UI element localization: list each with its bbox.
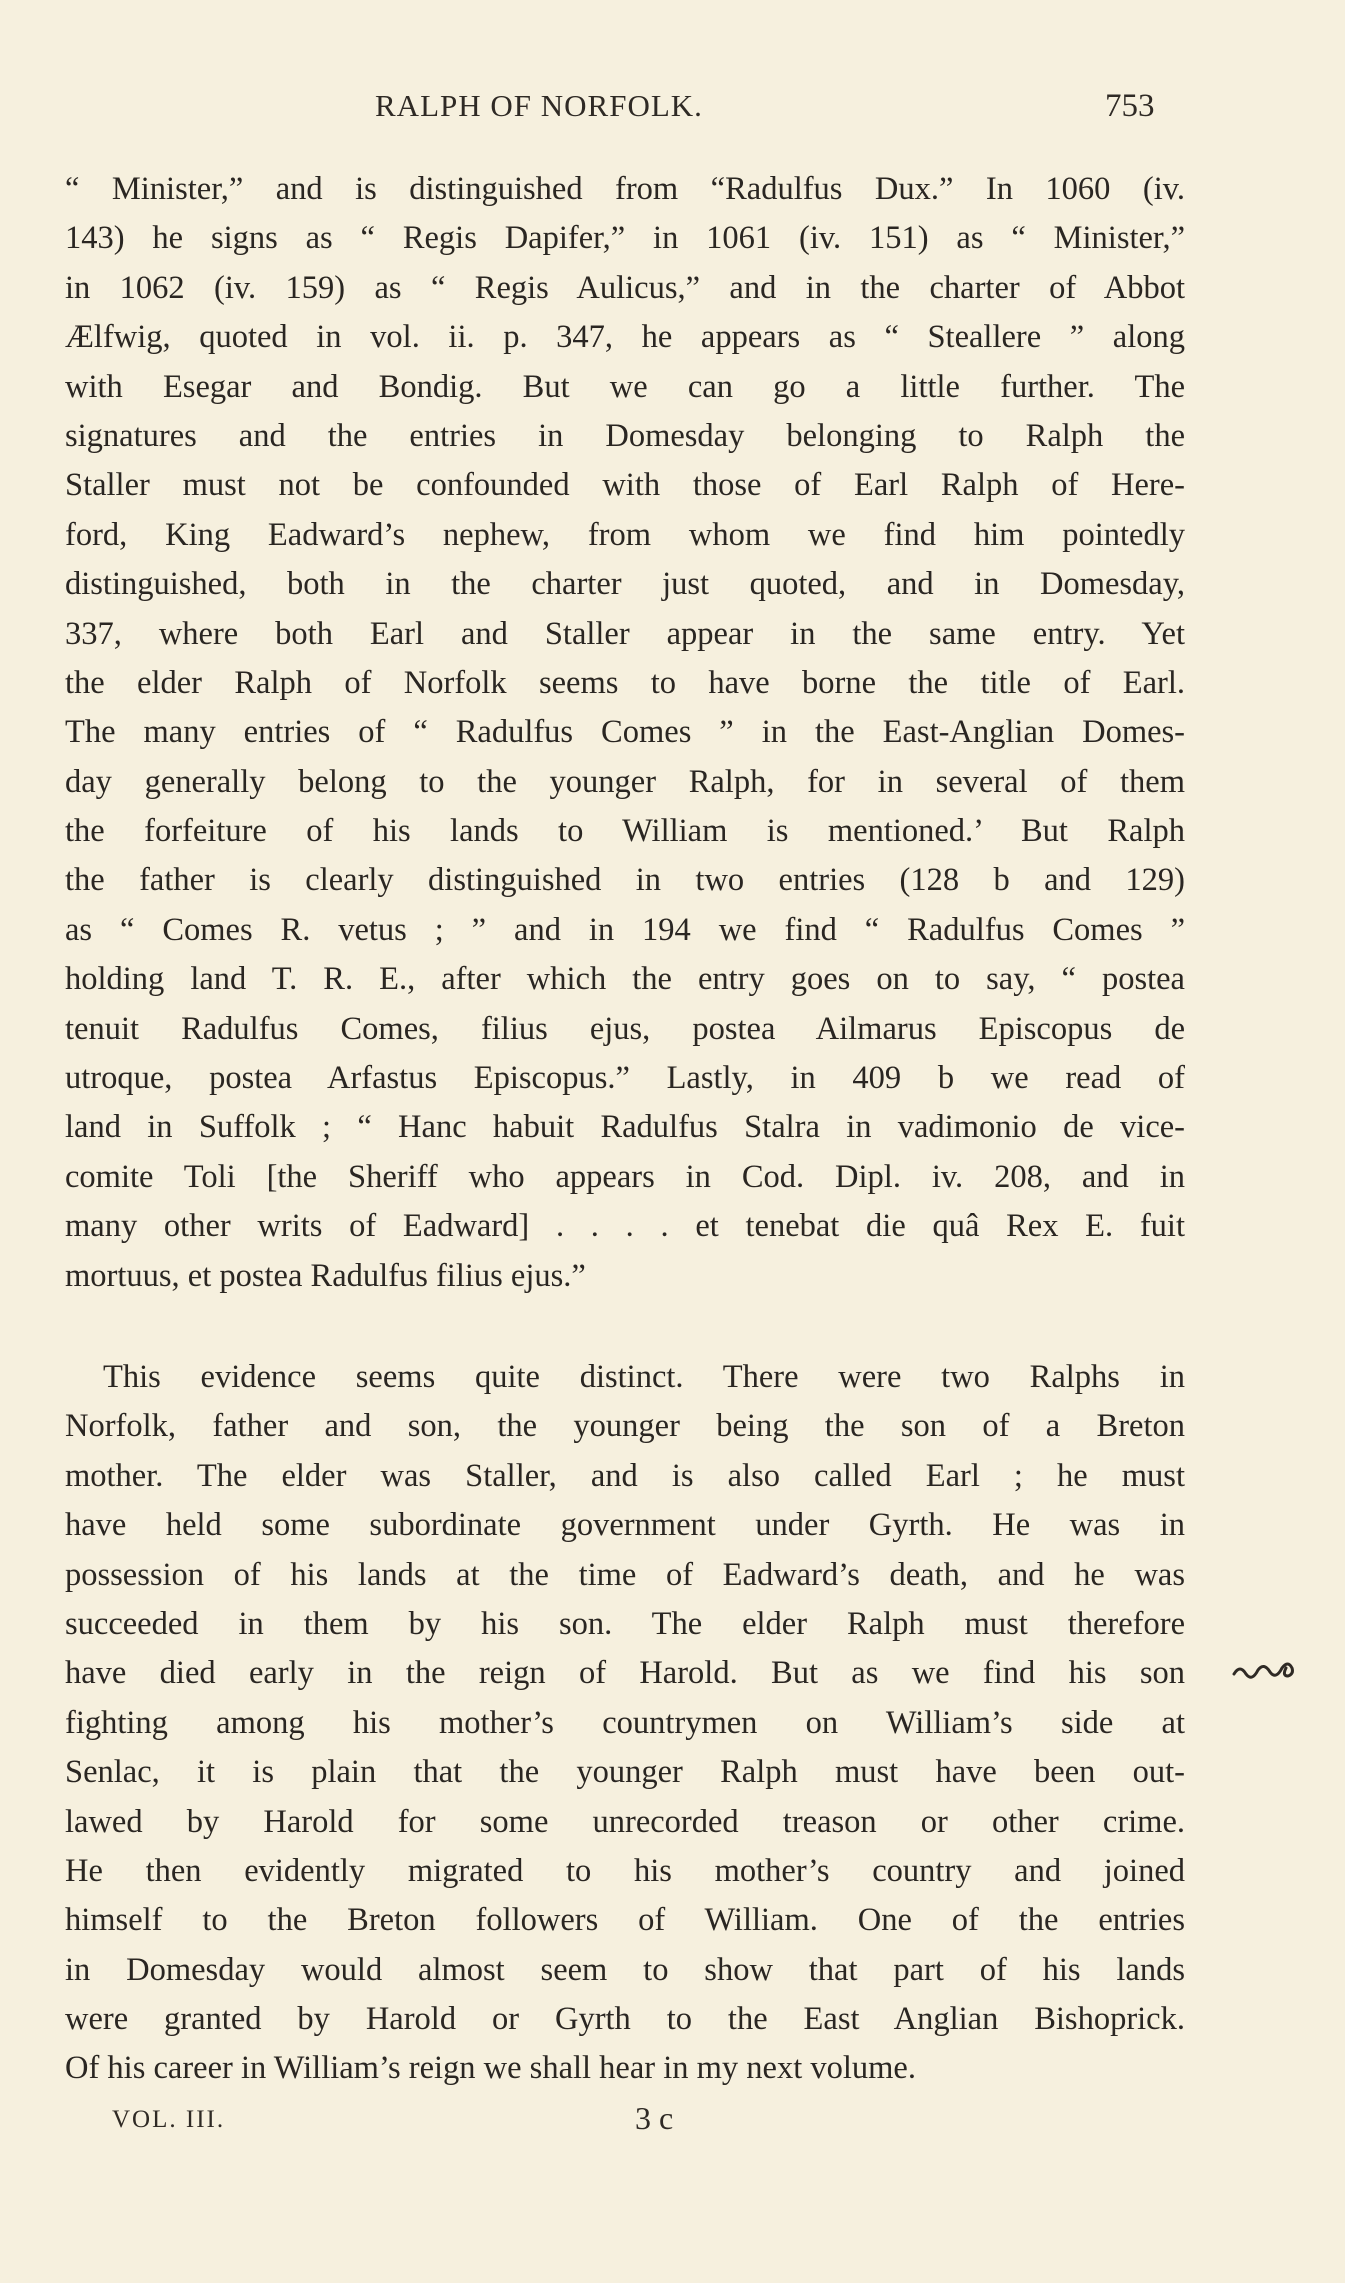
text-line: mortuus, et postea Radulfus filius ejus.” bbox=[65, 1257, 586, 1294]
text-line: distinguished, both in the charter just quoted, and in Domesday, bbox=[65, 566, 1185, 603]
text-line: This evidence seems quite distinct. There were two Ralphs in bbox=[103, 1358, 1185, 1395]
text-line: Ælfwig, quoted in vol. ii. p. 347, he appears as “ Steallere ” along bbox=[65, 319, 1185, 356]
text-line: land in Suffolk ; “ Hanc habuit Radulfus Stalra in vadimonio de vice- bbox=[65, 1109, 1185, 1146]
text-line: with Esegar and Bondig. But we can go a little further. The bbox=[65, 368, 1185, 405]
text-line: ford, King Eadward’s nephew, from whom we find him pointedly bbox=[65, 516, 1185, 553]
body-text bbox=[65, 165, 1185, 2094]
text-line: The many entries of “ Radulfus Comes ” in the East-Anglian Domes- bbox=[65, 714, 1185, 751]
text-line: Norfolk, father and son, the younger being the son of a Breton bbox=[65, 1408, 1185, 1445]
paragraph-2 bbox=[65, 1353, 1185, 2094]
text-line: the elder Ralph of Norfolk seems to have borne the title of Earl. bbox=[65, 664, 1185, 701]
text-line: 337, where both Earl and Staller appear in the same entry. Yet bbox=[65, 615, 1185, 652]
text-line: the father is clearly distinguished in two entries (128 b and 129) bbox=[65, 862, 1185, 899]
text-line: comite Toli [the Sheriff who appears in Cod. Dipl. iv. 208, and in bbox=[65, 1158, 1185, 1195]
text-line: have died early in the reign of Harold. But as we find his son bbox=[65, 1655, 1185, 1692]
page-number: 753 bbox=[1105, 88, 1155, 124]
text-line: day generally belong to the younger Ralph, for in several of them bbox=[65, 763, 1185, 800]
text-line: many other writs of Eadward] . . . . et tenebat die quâ Rex E. fuit bbox=[65, 1208, 1185, 1245]
text-line: tenuit Radulfus Comes, filius ejus, postea Ailmarus Episcopus de bbox=[65, 1010, 1185, 1047]
text-line: fighting among his mother’s countrymen on William’s side at bbox=[65, 1704, 1185, 1741]
volume-label: VOL. III. bbox=[112, 2106, 226, 2133]
text-line: in Domesday would almost seem to show that part of his lands bbox=[65, 1951, 1185, 1988]
signature-mark: 3 c bbox=[635, 2100, 674, 2136]
text-line: mother. The elder was Staller, and is also called Earl ; he must bbox=[65, 1457, 1185, 1494]
text-line: were granted by Harold or Gyrth to the East Anglian Bishoprick. bbox=[65, 2001, 1185, 2038]
text-line: He then evidently migrated to his mother’s country and joined bbox=[65, 1852, 1185, 1889]
text-line: Of his career in William’s reign we shall hear in my next volume. bbox=[65, 2050, 916, 2087]
margin-squiggle-icon bbox=[1232, 1658, 1296, 1682]
text-line: in 1062 (iv. 159) as “ Regis Aulicus,” and in the charter of Abbot bbox=[65, 269, 1185, 306]
page-footer bbox=[0, 2100, 1345, 2146]
text-line: 143) he signs as “ Regis Dapifer,” in 1061 (iv. 151) as “ Minister,” bbox=[65, 220, 1185, 257]
text-line: himself to the Breton followers of William. One of the entries bbox=[65, 1902, 1185, 1939]
text-line: Senlac, it is plain that the younger Ralph must have been out- bbox=[65, 1754, 1185, 1791]
paragraph-gap bbox=[65, 1301, 1185, 1353]
running-title: RALPH OF NORFOLK. bbox=[375, 88, 703, 123]
text-line: lawed by Harold for some unrecorded treason or other crime. bbox=[65, 1803, 1185, 1840]
text-line: Staller must not be confounded with those of Earl Ralph of Here- bbox=[65, 467, 1185, 504]
running-head bbox=[0, 88, 1345, 128]
text-line: as “ Comes R. vetus ; ” and in 194 we find “ Radulfus Comes ” bbox=[65, 911, 1185, 948]
text-line: succeeded in them by his son. The elder Ralph must therefore bbox=[65, 1605, 1185, 1642]
text-line: holding land T. R. E., after which the entry goes on to say, “ postea bbox=[65, 961, 1185, 998]
text-line: “ Minister,” and is distinguished from “Radulfus Dux.” In 1060 (iv. bbox=[65, 171, 1185, 207]
paragraph-1 bbox=[65, 165, 1185, 1301]
text-line: utroque, postea Arfastus Episcopus.” Lastly, in 409 b we read of bbox=[65, 1060, 1185, 1097]
text-line: have held some subordinate government under Gyrth. He was in bbox=[65, 1507, 1185, 1544]
text-line: the forfeiture of his lands to William is mentioned.’ But Ralph bbox=[65, 813, 1185, 850]
text-line: signatures and the entries in Domesday belonging to Ralph the bbox=[65, 417, 1185, 454]
text-line: possession of his lands at the time of Eadward’s death, and he was bbox=[65, 1556, 1185, 1593]
